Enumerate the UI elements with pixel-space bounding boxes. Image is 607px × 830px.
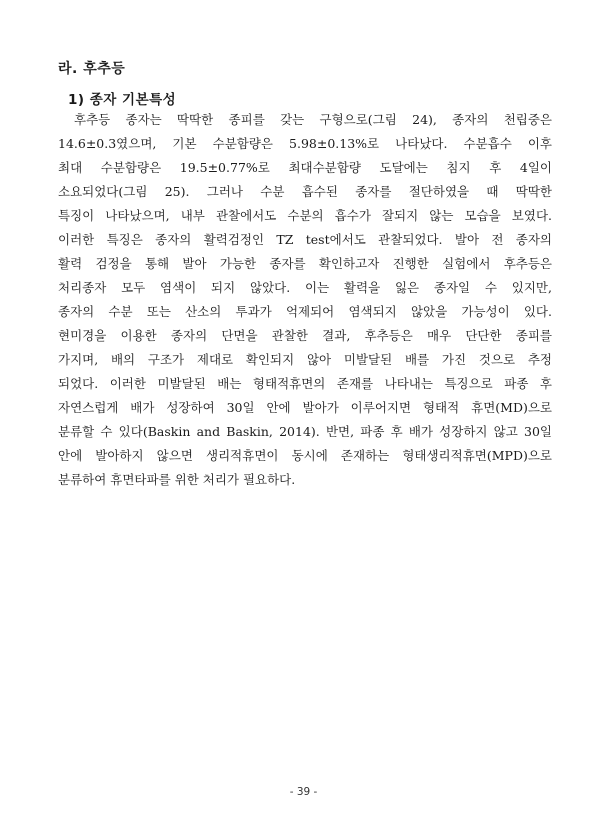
paragraph-line: 분류하여 휴면타파를 위한 처리가 필요하다. <box>58 472 296 487</box>
paragraph-line: 활력 검정을 통해 발아 가능한 종자를 확인하고자 진행한 실험에서 후추등은 <box>58 256 552 271</box>
paragraph-line: 14.6±0.3였으며, 기본 수분함량은 5.98±0.13%로 나타났다. 수분흡수 이후 <box>58 136 552 151</box>
body-paragraph <box>58 108 552 492</box>
paragraph-line: 분류할 수 있다(Baskin and Baskin, 2014). 반면, 파종 후 배가 성장하지 않고 30일 <box>58 424 552 439</box>
paragraph-line: 최대 수분함량은 19.5±0.77%로 최대수분함량 도달에는 침지 후 4일이 <box>58 160 552 175</box>
section-title: 라. 후추등 <box>58 61 126 77</box>
paragraph-line: 후추등 종자는 딱딱한 종피를 갖는 구형으로(그림 24), 종자의 천립중은 <box>74 112 552 127</box>
page-number: - 39 - <box>289 786 318 798</box>
paragraph-line: 종자의 수분 또는 산소의 투과가 억제되어 염색되지 않았을 가능성이 있다. <box>58 304 552 319</box>
paragraph-line: 특징이 나타났으며, 내부 관찰에서도 수분의 흡수가 잘되지 않는 모습을 보였다. <box>58 208 552 223</box>
paragraph-line: 자연스럽게 배가 성장하여 30일 안에 발아가 이루어지면 형태적 휴면(MD)으로 <box>58 400 552 415</box>
paragraph-line: 되었다. 이러한 미발달된 배는 형태적휴면의 존재를 나타내는 특징으로 파종 후 <box>58 376 552 391</box>
paragraph-line: 가지며, 배의 구조가 제대로 확인되지 않아 미발달된 배를 가진 것으로 추정 <box>58 352 552 367</box>
paragraph-line: 이러한 특징은 종자의 활력검정인 TZ test에서도 관찰되었다. 발아 전 종자의 <box>58 232 552 247</box>
paragraph-line: 안에 발아하지 않으면 생리적휴면이 동시에 존재하는 형태생리적휴면(MPD)으로 <box>58 448 552 463</box>
subsection-title: 1) 종자 기본특성 <box>68 92 177 108</box>
paragraph-line: 소요되었다(그림 25). 그러나 수분 흡수된 종자를 절단하였을 때 딱딱한 <box>58 184 552 199</box>
paragraph-line: 현미경을 이용한 종자의 단면을 관찰한 결과, 후추등은 매우 단단한 종피를 <box>58 328 552 343</box>
paragraph-line: 처리종자 모두 염색이 되지 않았다. 이는 활력을 잃은 종자일 수 있지만, <box>58 280 552 295</box>
